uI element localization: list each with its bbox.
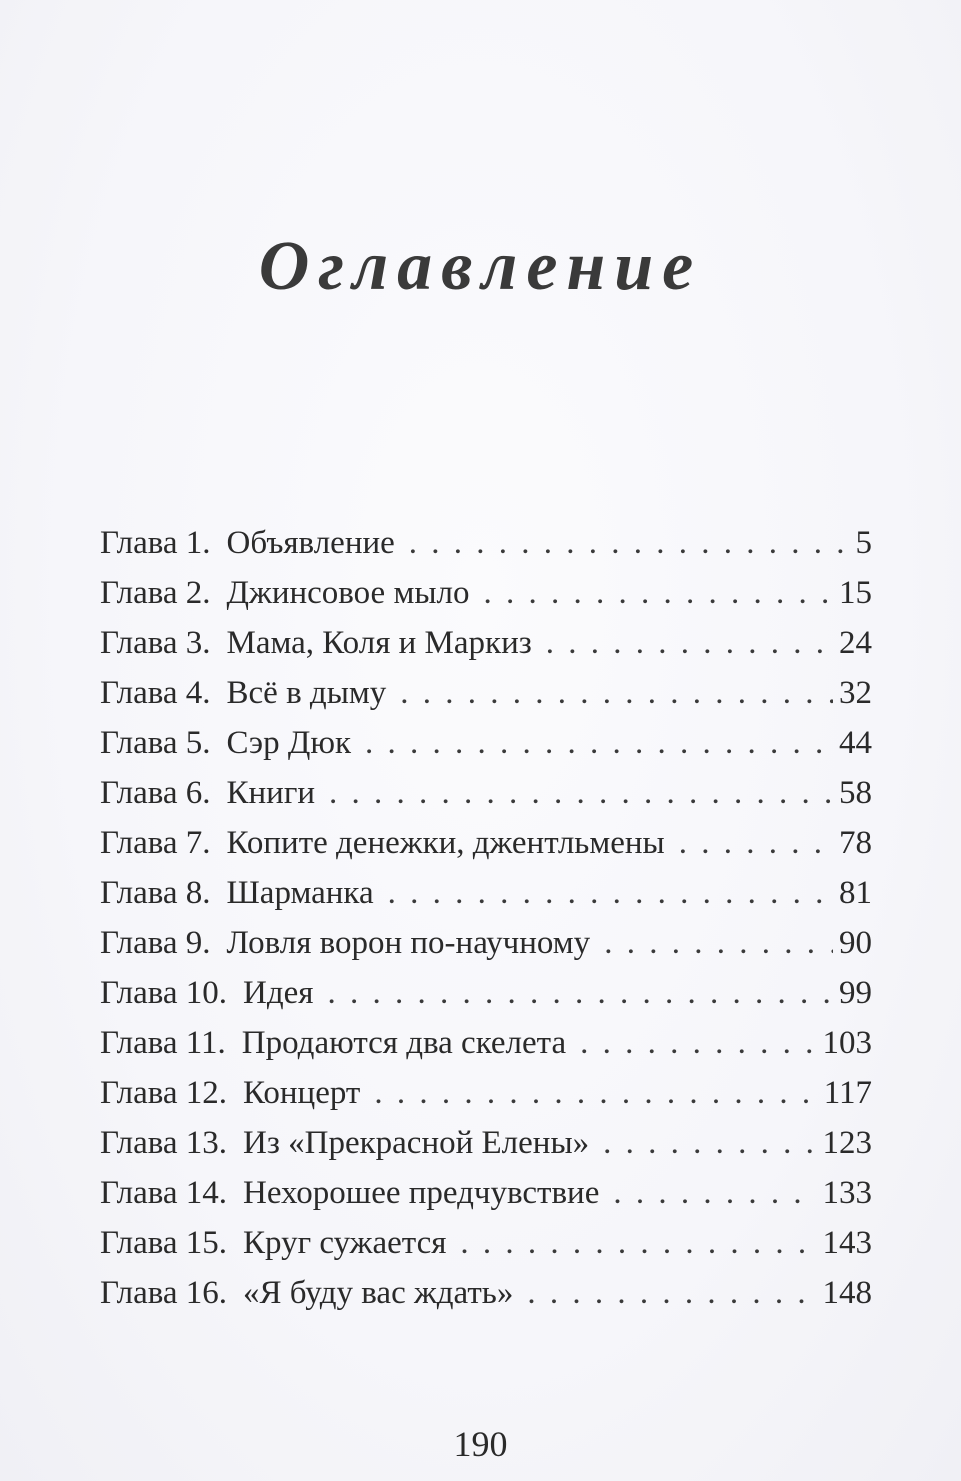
chapter-page: 24 [839, 625, 872, 661]
dot-leader [365, 718, 833, 768]
chapter-title: Концерт [243, 1075, 361, 1111]
toc-entry [100, 1168, 872, 1218]
dot-leader [603, 1118, 816, 1168]
chapter-number: Глава 10. [100, 975, 228, 1011]
chapter-title: Нехорошее предчувствие [243, 1175, 600, 1211]
chapter-title: Из «Прекрасной Елены» [243, 1125, 590, 1161]
dot-leader [460, 1218, 816, 1268]
chapter-page: 133 [822, 1175, 872, 1211]
toc-entry [100, 768, 872, 818]
toc-entry [100, 1068, 872, 1118]
toc-entry [100, 1118, 872, 1168]
chapter-number: Глава 3. [100, 625, 211, 661]
toc-entry [100, 968, 872, 1018]
chapter-page: 44 [839, 725, 872, 761]
dot-leader [409, 518, 850, 568]
dot-leader [613, 1168, 816, 1218]
chapter-page: 117 [823, 1075, 872, 1111]
chapter-title: Джинсовое мыло [226, 575, 470, 611]
dot-leader [483, 568, 833, 618]
toc-entry [100, 718, 872, 768]
chapter-number: Глава 5. [100, 725, 211, 761]
chapter-title: Сэр Дюк [226, 725, 352, 761]
chapter-title: Ловля ворон по-научному [226, 925, 591, 961]
dot-leader [388, 868, 833, 918]
chapter-number: Глава 4. [100, 675, 211, 711]
dot-leader [679, 818, 833, 868]
chapter-number: Глава 2. [100, 575, 211, 611]
chapter-page: 58 [839, 775, 872, 811]
dot-leader [400, 668, 833, 718]
chapter-page: 90 [839, 925, 872, 961]
chapter-title: Круг сужается [243, 1225, 447, 1261]
chapter-number: Глава 1. [100, 525, 211, 561]
chapter-page: 78 [839, 825, 872, 861]
chapter-page: 15 [839, 575, 872, 611]
dot-leader [327, 968, 833, 1018]
toc-entry [100, 668, 872, 718]
chapter-number: Глава 12. [100, 1075, 228, 1111]
dot-leader [546, 618, 833, 668]
table-of-contents [100, 518, 872, 1318]
chapter-page: 81 [839, 875, 872, 911]
toc-entry [100, 568, 872, 618]
chapter-title: Копите денежки, джентльмены [226, 825, 665, 861]
toc-entry [100, 1268, 872, 1318]
dot-leader [374, 1068, 817, 1118]
chapter-page: 5 [855, 525, 872, 561]
chapter-page: 32 [839, 675, 872, 711]
chapter-number: Глава 6. [100, 775, 211, 811]
chapter-title: Всё в дыму [226, 675, 387, 711]
page-number: 190 [453, 1424, 508, 1464]
toc-entry [100, 1018, 872, 1068]
chapter-number: Глава 11. [100, 1025, 226, 1061]
chapter-title: «Я буду вас ждать» [243, 1275, 514, 1311]
chapter-page: 123 [822, 1125, 872, 1161]
toc-entry [100, 868, 872, 918]
dot-leader [527, 1268, 816, 1318]
chapter-title: Книги [226, 775, 316, 811]
chapter-number: Глава 9. [100, 925, 211, 961]
chapter-title: Продаются два скелета [241, 1025, 567, 1061]
chapter-page: 148 [822, 1275, 872, 1311]
chapter-number: Глава 8. [100, 875, 211, 911]
chapter-title: Мама, Коля и Маркиз [226, 625, 532, 661]
dot-leader [329, 768, 833, 818]
toc-entry [100, 918, 872, 968]
toc-entry [100, 518, 872, 568]
chapter-number: Глава 13. [100, 1125, 228, 1161]
chapter-title: Шарманка [226, 875, 374, 911]
toc-entry [100, 1218, 872, 1268]
chapter-page: 99 [839, 975, 872, 1011]
chapter-number: Глава 15. [100, 1225, 228, 1261]
chapter-title: Идея [243, 975, 314, 1011]
toc-entry [100, 618, 872, 668]
toc-entry [100, 818, 872, 868]
chapter-number: Глава 7. [100, 825, 211, 861]
page-title: Оглавление [258, 228, 703, 305]
chapter-title: Объявление [226, 525, 395, 561]
dot-leader [604, 918, 833, 968]
chapter-number: Глава 16. [100, 1275, 228, 1311]
dot-leader [580, 1018, 816, 1068]
chapter-page: 103 [822, 1025, 872, 1061]
chapter-page: 143 [822, 1225, 872, 1261]
chapter-number: Глава 14. [100, 1175, 228, 1211]
